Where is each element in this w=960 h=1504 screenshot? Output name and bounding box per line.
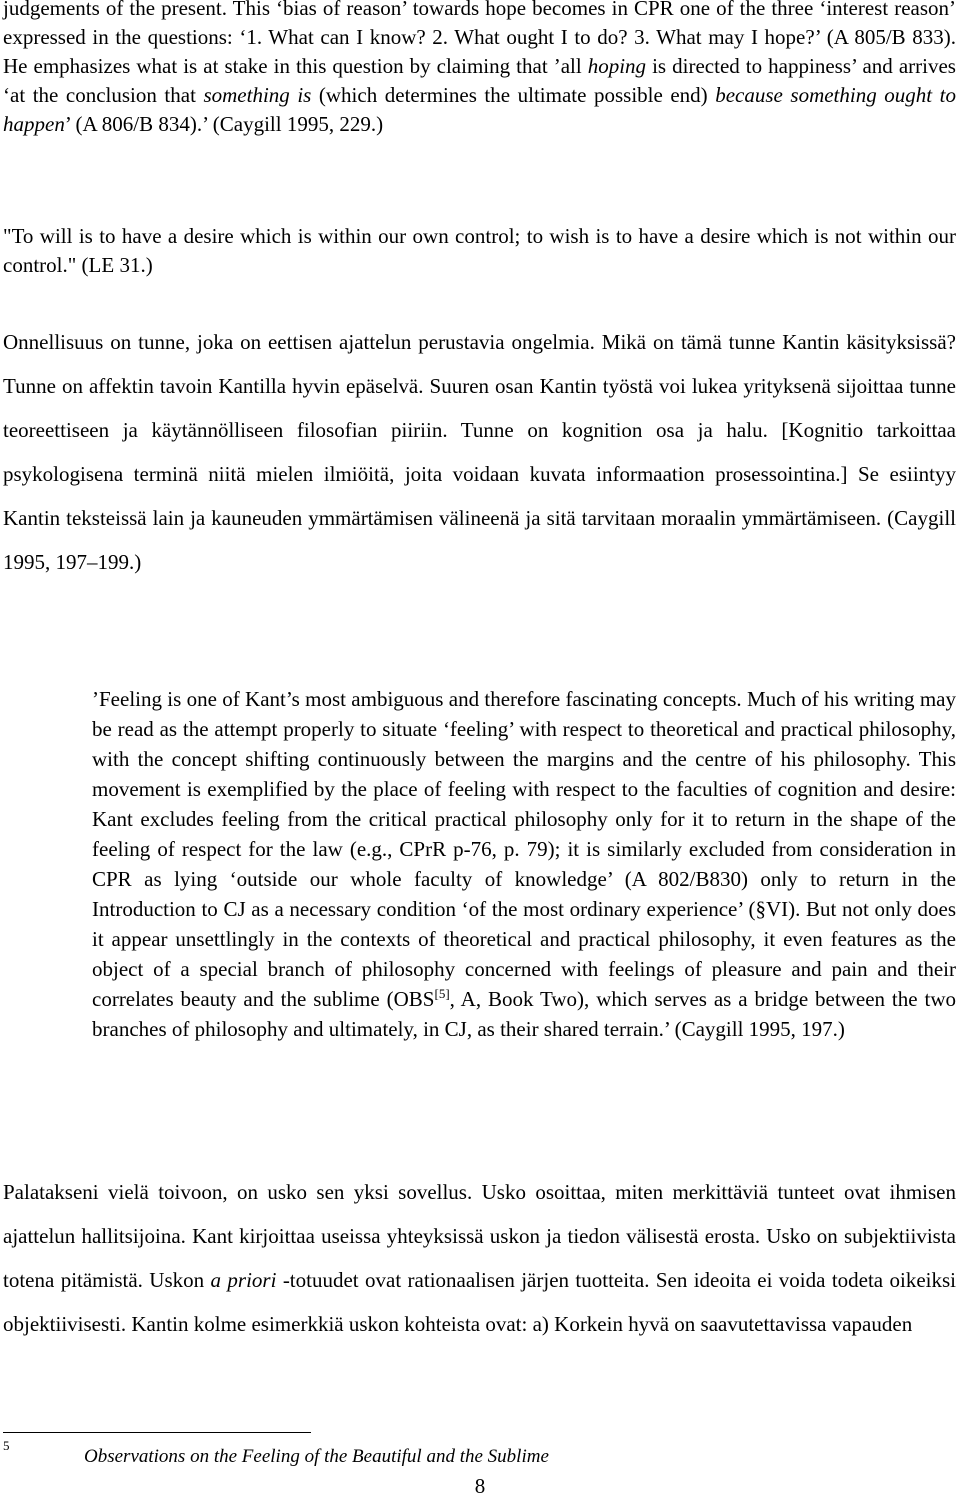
block-quote [92, 684, 956, 1044]
paragraph-2: "To will is to have a desire which is within our own control; to wish is to have a desire which is not within our control." (LE 31.) [3, 224, 956, 277]
paragraph-4 [3, 1170, 956, 1346]
footnote-reference: [5] [434, 986, 450, 1001]
italic-a-priori: a priori [210, 1268, 277, 1292]
paragraph-1-text: ’ (A 806/B 834).’ (Caygill 1995, 229.) [64, 112, 384, 136]
paragraph-4-text: -totuudet ovat rationaalisen järjen tuotteita. Sen ideoita ei voida todeta oikeiksi objektiivisesti. Kantin kolme esimerkkiä uskon kohteista ovat: a) Korkein hyvä on saavutettavissa vapauden [3, 1268, 957, 1336]
paragraph-1-text: (which determines the ultimate possible end) [311, 83, 716, 107]
paragraph-1-text: is directed to happiness’ and arrives ‘at the conclusion that [3, 54, 956, 107]
italic-hoping: hoping [587, 54, 647, 78]
italic-because: because something ought to happen [3, 83, 956, 136]
paragraph-1-text: judgements of the present. This ‘bias of reason’ towards hope becomes in CPR one of the three ‘interest reason’ expressed in the questions: ‘1. What can I know? 2. What ought I to do? 3. What may I hope?’ (A 805/B 833). He emphasizes what is at stake in this question by claiming that ’all [3, 0, 956, 78]
footnote-divider [3, 1432, 311, 1433]
page-number: 8 [474, 1474, 486, 1498]
paragraph-3: Onnellisuus on tunne, joka on eettisen ajattelun perustavia ongelmia. Mikä on tämä tunne Kantin käsityksissä? Tunne on affektin tavoin Kantilla hyvin epäselvä. Suuren osan Kantin työstä voi lukea yrityksenä sijoittaa tunne teoreettiseen ja käytännölliseen filosofian piiriin. Tunne on kognition osa ja halu. [Kognitio tarkoittaa psykologisena terminä niitä mielen ilmiöitä, joita voidaan kuvata informaation prosessointina.] Se esiintyy Kantin teksteissä lain ja kauneuden ymmärtämisen välineenä ja sitä tarvitaan moraalin ymmärtämiseen. (Caygill 1995, 197–199.) [3, 330, 956, 574]
footnote-text: Observations on the Feeling of the Beautiful and the Sublime [84, 1446, 549, 1467]
italic-something-is: something is [203, 83, 312, 107]
footnote-number: 5 [3, 1438, 10, 1453]
paragraph-1 [3, 0, 956, 139]
block-quote-text: ’Feeling is one of Kant’s most ambiguous and therefore fascinating concepts. Much of his writing may be read as the attempt properly to situate ‘feeling’ with respect to theoretical and practical philosophy, with the concept shifting continuously between the margins and the centre of his philosophy. This movement is exemplified by the place of feeling with respect to the faculties of cognition and desire: Kant excludes feeling from the critical practical philosophy only for it to return in the shape of the feeling of respect for the law (e.g., CPrR p-76, p. 79); it is similarly excluded from consideration in CPR as lying ‘outside our whole faculty of knowledge’ (A 802/B830) only to return in the Introduction to CJ as a necessary condition ‘of the most ordinary experience’ (§VI). But not only does it appear unsettlingly in the contexts of theoretical and practical philosophy, it even features as the object of a special branch of philosophy concerned with feelings of pleasure and pain and their correlates beauty and the sublime (OBS [92, 687, 956, 1011]
paragraph-4-text: Palatakseni vielä toivoon, on usko sen yksi sovellus. Usko osoittaa, miten merkittäviä tunteet ovat ihmisen ajattelun hallitsijoina. Kant kirjoittaa useissa yhteyksissä uskon ja tiedon välisestä erosta. Usko on subjektiivista totena pitämistä. Uskon [3, 1180, 956, 1292]
block-quote-text: , A, Book Two), which serves as a bridge between the two branches of philosophy and ultimately, in CJ, as their shared terrain.’ (Caygill 1995, 197.) [92, 987, 956, 1041]
